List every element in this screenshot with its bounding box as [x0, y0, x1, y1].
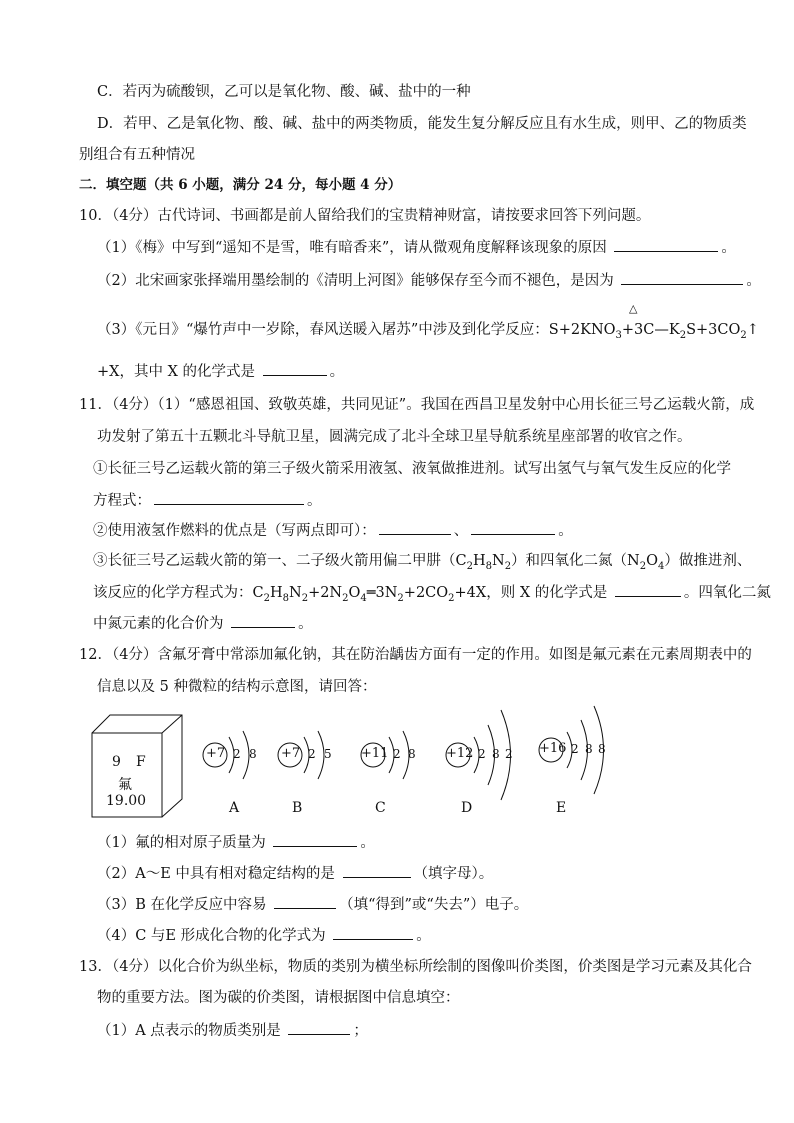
atom-d-shell-1: 2 [478, 747, 486, 761]
atom-c-shell-1: 2 [393, 747, 401, 761]
q13-stem-line1 [79, 957, 752, 977]
answer-blank[interactable] [343, 863, 411, 878]
element-name: 氟 [118, 777, 132, 793]
period: 。 [416, 928, 431, 944]
atom-c-label: C [375, 800, 386, 816]
q12-part4-text: （4）C 与E 形成化合物的化学式为 [97, 928, 326, 944]
q11-item3-text2: 该反应的化学方程式为：C [93, 585, 264, 601]
q11-stem-text1: 11．（4分）（1）“感恩祖国、致敬英雄，共同见证”。我国在西昌卫星发射中心用长征三号乙运载火箭，成 [79, 397, 755, 413]
atom-c-nucleus: +11 [361, 746, 389, 761]
atom-a-shell-2: 8 [249, 747, 257, 761]
answer-blank[interactable] [154, 490, 304, 505]
q12-part3-text: （3）B 在化学反应中容易 [97, 897, 267, 913]
q12-part1 [97, 832, 375, 853]
q11-item1-text2: 方程式： [93, 493, 151, 509]
q9-option-c [97, 82, 471, 102]
q11-item3-line3 [93, 613, 313, 634]
atom-d-shell-2: 8 [492, 747, 500, 761]
period: 。 [721, 240, 736, 256]
answer-blank[interactable] [288, 1020, 350, 1035]
atom-d-shell-3: 2 [505, 747, 513, 761]
atom-a-nucleus: +7 [206, 746, 226, 761]
atom-b-shell-1: 2 [308, 747, 316, 761]
q10-part2 [97, 270, 761, 291]
atom-e-label: E [556, 800, 567, 816]
answer-blank[interactable] [471, 520, 555, 535]
q13-part1-tail: ； [353, 1023, 368, 1039]
q10-part3-cont [97, 361, 344, 382]
q12-part2-tail: （填字母）。 [413, 866, 494, 882]
q12-part4 [97, 925, 431, 946]
atom-d-nucleus: +12 [446, 746, 474, 761]
q11-item3-text3: 中氮元素的化合价为 [93, 616, 224, 632]
atom-e-shell-3: 8 [598, 742, 606, 756]
q12-part2 [97, 863, 493, 884]
q11-stem-line2 [97, 427, 692, 447]
atom-b-nucleus: +7 [281, 746, 301, 761]
q10-part3-text: （3）《元日》“爆竹声中一岁除，春风送暖入屠苏”中涉及到化学反应：S+2KNO [97, 322, 616, 338]
answer-blank[interactable] [379, 520, 451, 535]
q10-stem [79, 206, 650, 226]
q13-part1 [97, 1020, 368, 1041]
q10-part3: （3）《元日》“爆竹声中一岁除，春风送暖入屠苏”中涉及到化学反应：$S+2KNO_3+3C—K_2S+3CO_2↑$ [97, 322, 759, 341]
q12-stem-text2: 信息以及 5 种微粒的结构示意图，请回答： [97, 679, 377, 695]
atomic-structure-figure [88, 700, 648, 822]
q9-option-d-line1 [97, 114, 747, 134]
period: 。 [746, 273, 761, 289]
q12-part2-text: （2）A～E 中具有相对稳定结构的是 [97, 866, 335, 882]
answer-blank[interactable] [615, 582, 681, 597]
q10-part1-text: （1）《梅》中写到“遥知不是雪，唯有暗香来”，请从微观角度解释该现象的原因 [97, 240, 607, 256]
element-atomic-number: 9 [112, 754, 121, 770]
q12-stem-text1: 12．（4分）含氟牙膏中常添加氟化钠，其在防治龋齿方面有一定的作用。如图是氟元素在元素周期表中的 [79, 647, 752, 663]
q11-item1-text1: ①长征三号乙运载火箭的第三子级火箭采用液氢、液氧做推进剂。试写出氢气与氧气发生反应的化学 [93, 461, 731, 477]
atom-e-shell-2: 8 [585, 742, 593, 756]
q13-stem-text1: 13．（4分）以化合价为纵坐标，物质的类别为横坐标所绘制的图像叫价类图，价类图是学习元素及其化合 [79, 959, 752, 975]
answer-blank[interactable] [621, 270, 743, 285]
q10-part2-text: （2）北宋画家张择端用墨绘制的《清明上河图》能够保存至今而不褪色，是因为 [97, 273, 614, 289]
q9-option-c-text: C．若丙为硫酸钡，乙可以是氧化物、酸、碱、盐中的一种 [97, 84, 471, 100]
q11-item3-text1: ③长征三号乙运载火箭的第一、二子级火箭用偏二甲肼（C [93, 553, 467, 569]
heating-condition-symbol [629, 302, 637, 315]
q9-option-d-line2 [79, 145, 195, 165]
q10-part1 [97, 237, 736, 258]
answer-blank[interactable] [274, 894, 336, 909]
heating-condition-text: △ [629, 302, 638, 315]
q11-item1-line2 [93, 490, 322, 511]
atom-d-label: D [461, 800, 473, 816]
element-mass: 19.00 [106, 793, 147, 809]
q12-stem-line2 [97, 677, 376, 697]
q11-item1-line1 [93, 459, 731, 479]
q10-stem-text: 10．（4分）古代诗词、书画都是前人留给我们的宝贵精神财富，请按要求回答下列问题。 [79, 208, 651, 224]
q11-item3-line2: 该反应的化学方程式为：$C_2H_8N_2+2N_2O_4═3N_2+2CO_2+4X$，则 X 的化学式是 。四氧化二氮 [93, 582, 771, 609]
answer-blank[interactable] [614, 237, 718, 252]
atom-e-nucleus: +16 [539, 741, 567, 756]
answer-blank[interactable] [273, 832, 357, 847]
atom-b-shell-2: 5 [324, 747, 332, 761]
period: 。 [307, 493, 322, 509]
element-symbol: F [136, 754, 146, 770]
q12-part3 [97, 894, 528, 915]
q11-stem-line1 [79, 395, 754, 415]
atom-a-shell-1: 2 [233, 747, 241, 761]
period: 。 [360, 835, 375, 851]
q11-item2-text: ②使用液氢作燃料的优点是（写两点即可）： [93, 523, 376, 539]
section-title-text: 二．填空题（共 6 小题，满分 24 分，每小题 4 分） [79, 177, 402, 193]
atom-a-label: A [229, 800, 240, 816]
q11-item3-line1: ③长征三号乙运载火箭的第一、二子级火箭用偏二甲肼$(C_2H_8N_2)$和四氧化二氮$(N_2O_4)$做推进剂、 [93, 553, 752, 572]
answer-blank[interactable] [231, 613, 295, 628]
q12-part3-tail: （填“得到”或“失去”）电子。 [339, 897, 529, 913]
atom-c-shell-2: 8 [408, 747, 416, 761]
q12-part1-text: （1）氟的相对原子质量为 [97, 835, 266, 851]
separator: 、 [453, 523, 469, 539]
atom-b-label: B [292, 800, 303, 816]
q13-stem-line2 [97, 988, 460, 1008]
answer-blank[interactable] [333, 925, 413, 940]
q13-part1-text: （1）A 点表示的物质类别是 [97, 1023, 281, 1039]
q11-item2 [93, 520, 573, 541]
atom-e-shell-1: 2 [571, 742, 579, 756]
answer-blank[interactable] [263, 361, 327, 376]
q9-option-d-text2: 别组合有五种情况 [79, 147, 195, 163]
q13-stem-text2: 物的重要方法。图为碳的价类图，请根据图中信息填空： [97, 990, 460, 1006]
q12-stem-line1 [79, 645, 752, 665]
section-title [79, 175, 401, 195]
period: 。 [329, 364, 345, 380]
q10-part3-tail-text: +X，其中 X 的化学式是 [97, 364, 256, 380]
period: 。 [558, 523, 573, 539]
period: 。 [298, 616, 313, 632]
q11-stem-text2: 功发射了第五十五颗北斗导航卫星，圆满完成了北斗全球卫星导航系统星座部署的收官之作。 [97, 429, 692, 445]
q9-option-d-text1: D．若甲、乙是氧化物、酸、碱、盐中的两类物质，能发生复分解反应且有水生成，则甲、乙的物质类 [97, 116, 747, 132]
